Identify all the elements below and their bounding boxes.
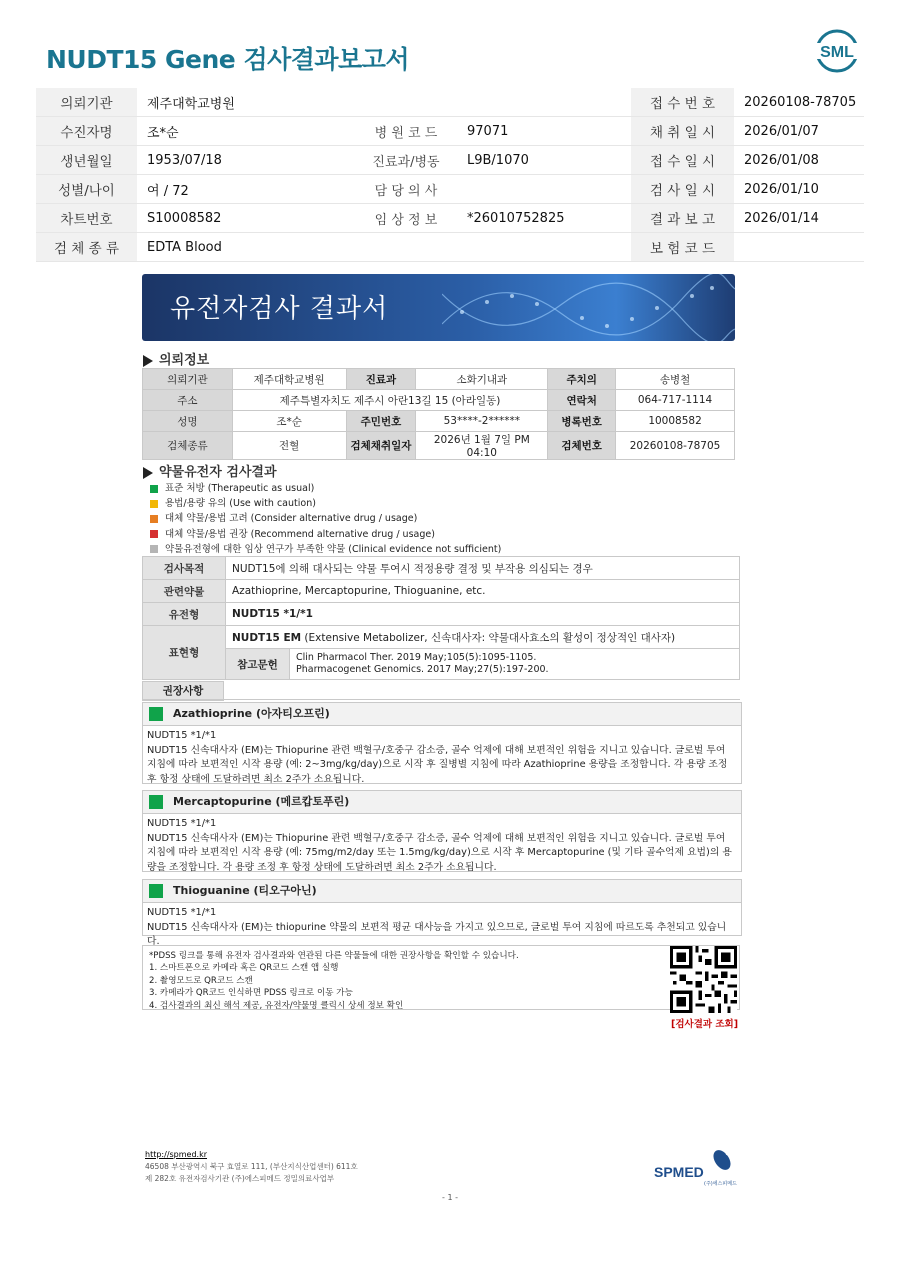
field-value: S10008582 bbox=[137, 204, 355, 233]
patient-info-row bbox=[36, 88, 864, 117]
field-value bbox=[457, 175, 631, 204]
patient-info-table bbox=[36, 88, 864, 262]
legend-swatch bbox=[150, 545, 158, 553]
green-status-icon bbox=[149, 707, 163, 721]
sml-logo-text: SML bbox=[820, 44, 854, 61]
legend-item: 약물유전형에 대한 임상 연구가 부족한 약물 (Clinical evidence not sufficient) bbox=[150, 542, 501, 557]
qr-result-link[interactable]: [검사결과 조회] bbox=[671, 1019, 739, 1030]
legend-item: 대체 약물/용법 고려 (Consider alternative drug / usage) bbox=[150, 511, 501, 526]
field-label: 접 수 일 시 bbox=[631, 146, 734, 175]
field-value bbox=[734, 233, 864, 262]
field-label: 의뢰기관 bbox=[36, 88, 137, 117]
field-value: 20260108-78705 bbox=[734, 88, 864, 117]
divider bbox=[142, 699, 740, 700]
field-value: 제주대학교병원 bbox=[137, 88, 355, 117]
drug-card-thioguanine: Thioguanine (티오구아닌) NUDT15 *1/*1 NUDT15 신속대사자 (EM)는 thiopurine 약물의 보편적 평균 대사능을 가지고 있으므로, 글로벌 투여 지침에 따르도록 추천되고 있습니다. bbox=[142, 879, 742, 936]
field-label: 결 과 보 고 bbox=[631, 204, 734, 233]
drug-card-mercaptopurine: Mercaptopurine (메르캅토푸린) NUDT15 *1/*1 NUDT15 신속대사자 (EM)는 Thiopurine 관련 백혈구/호중구 감소증, 골수 억제에 대해 보편적인 위험을 지니고 있습니다. 글로벌 투여 지침에 따라 보편적인 시작 용량 (예: 75mg/m2/day 또는 1.5mg/kg/day)으로 시작 후 Mercaptopurine (및 기타 골수억제 요법)의 용량을 조정합니다. 각 용량 조정 후 항정 상태에 도달하려면 최소 2주가 소요됩니다. bbox=[142, 790, 742, 872]
triangle-icon bbox=[143, 467, 153, 479]
legend-item: 대체 약물/용법 권장 (Recommend alternative drug / usage) bbox=[150, 527, 501, 542]
field-label: 병 원 코 드 bbox=[355, 117, 457, 146]
patient-info-row bbox=[36, 146, 864, 175]
field-label: 차트번호 bbox=[36, 204, 137, 233]
green-status-icon bbox=[149, 795, 163, 809]
order-info-table: 의뢰기관 제주대학교병원 진료과 소화기내과 주치의 송병철 주소 제주특별자치도 제주시 아란13길 15 (아라일동) 연락처 064-717-1114 성명 조*순 주민번호 53****-2****** 병록번호 10008582 검체종류 전혈 검체채취일자 2026년 1월 7일 PM 04:10 검체번호 20260108-78705 bbox=[142, 368, 735, 460]
field-label: 수진자명 bbox=[36, 117, 137, 146]
footer-address: 46508 부산광역시 북구 효열로 111, (부산지식산업센터) 611호 bbox=[145, 1162, 358, 1171]
field-value bbox=[457, 233, 631, 262]
result-legend bbox=[150, 481, 501, 557]
triangle-icon bbox=[143, 355, 153, 367]
footer-url[interactable]: http://spmed.kr bbox=[145, 1150, 208, 1159]
patient-info-row bbox=[36, 175, 864, 204]
patient-info-row bbox=[36, 233, 864, 262]
field-label bbox=[355, 88, 457, 117]
field-label: 채 취 일 시 bbox=[631, 117, 734, 146]
field-value: 2026/01/07 bbox=[734, 117, 864, 146]
report-title: NUDT15 Gene 검사결과보고서 bbox=[46, 45, 410, 74]
pdss-info-box: *PDSS 링크를 통해 유전자 검사결과와 연관된 다른 약물들에 대한 권장사항을 확인할 수 있습니다. 1. 스마트폰으로 카메라 혹은 QR코드 스캔 앱 실행 2. 촬영모드로 QR코드 스캔 3. 카메라가 QR코드 인식하면 PDSS 링크로 이동 가능 4. 검사결과의 최신 해석 제공, 유전자/약물명 클릭시 상세 정보 확인 bbox=[142, 945, 740, 1010]
field-value: 1953/07/18 bbox=[137, 146, 355, 175]
qr-code[interactable] bbox=[669, 946, 738, 1013]
field-value: L9B/1070 bbox=[457, 146, 631, 175]
spmed-logo bbox=[652, 1146, 742, 1188]
dna-helix-graphic bbox=[442, 274, 735, 341]
legend-swatch bbox=[150, 485, 158, 493]
field-value: 여 / 72 bbox=[137, 175, 355, 204]
patient-info-row bbox=[36, 204, 864, 233]
field-value: 2026/01/14 bbox=[734, 204, 864, 233]
legend-item: 표준 처방 (Therapeutic as usual) bbox=[150, 481, 501, 496]
field-label: 접 수 번 호 bbox=[631, 88, 734, 117]
field-label: 보 험 코 드 bbox=[631, 233, 734, 262]
legend-swatch bbox=[150, 515, 158, 523]
field-label: 성별/나이 bbox=[36, 175, 137, 204]
patient-info-row bbox=[36, 117, 864, 146]
spmed-logo-text: SPMED bbox=[654, 1164, 704, 1180]
result-table: 검사목적 NUDT15에 의해 대사되는 약물 투여시 적정용량 결정 및 부작용 의심되는 경우 관련약물 Azathioprine, Mercaptopurine, Thioguanine, etc. 유전형 NUDT15 *1/*1 표현형 NUDT15 EM (Extensive Metabolizer, 신속대사자: 약물대사효소의 활성이 정상적인 대사자) 참고문헌 Clin Pharmacol Ther. 2019 May;105(5):1095-1105. Pharmacogenet Genomics. 2017 May;27(5):197-200. bbox=[142, 556, 740, 680]
field-label: 임 상 정 보 bbox=[355, 204, 457, 233]
drug-card-azathioprine: Azathioprine (아자티오프린) NUDT15 *1/*1 NUDT15 신속대사자 (EM)는 Thiopurine 관련 백혈구/호중구 감소증, 골수 억제에 대해 보편적인 위험을 지니고 있습니다. 글로벌 투여 지침에 따라 보편적인 시작 용량 (예: 2~3mg/kg/day)으로 시작 후 질병별 지침에 따라 Azathioprine 용량을 조정합니다. 각 용량 조정 후 항정 상태에 도달하려면 최소 2주가 소요됩니다. bbox=[142, 702, 742, 784]
field-label: 진료과/병동 bbox=[355, 146, 457, 175]
legend-swatch bbox=[150, 530, 158, 538]
report-banner bbox=[142, 274, 735, 341]
field-label: 담 당 의 사 bbox=[355, 175, 457, 204]
sml-logo bbox=[812, 28, 862, 74]
field-value: 97071 bbox=[457, 117, 631, 146]
footer bbox=[145, 1149, 358, 1185]
field-label: 검 체 종 류 bbox=[36, 233, 137, 262]
field-value: *26010752825 bbox=[457, 204, 631, 233]
page-number: - 1 - bbox=[442, 1193, 458, 1202]
field-value: 2026/01/10 bbox=[734, 175, 864, 204]
order-info-heading: 의뢰정보 bbox=[143, 349, 209, 368]
footer-license: 제 282호 유전자검사기관 (주)에스피메드 정밀의료사업부 bbox=[145, 1174, 335, 1183]
banner-title: 유전자검사 결과서 bbox=[170, 294, 389, 324]
field-label bbox=[355, 233, 457, 262]
legend-swatch bbox=[150, 500, 158, 508]
result-heading: 약물유전자 검사결과 bbox=[143, 461, 277, 480]
legend-item: 용법/용량 유의 (Use with caution) bbox=[150, 496, 501, 511]
field-value: 2026/01/08 bbox=[734, 146, 864, 175]
recommend-tab: 권장사항 bbox=[142, 681, 224, 701]
field-value bbox=[457, 88, 631, 117]
green-status-icon bbox=[149, 884, 163, 898]
spmed-logo-sub: (주)에스피메드 bbox=[704, 1181, 737, 1187]
field-value: EDTA Blood bbox=[137, 233, 355, 262]
field-label: 생년월일 bbox=[36, 146, 137, 175]
field-label: 검 사 일 시 bbox=[631, 175, 734, 204]
field-value: 조*순 bbox=[137, 117, 355, 146]
